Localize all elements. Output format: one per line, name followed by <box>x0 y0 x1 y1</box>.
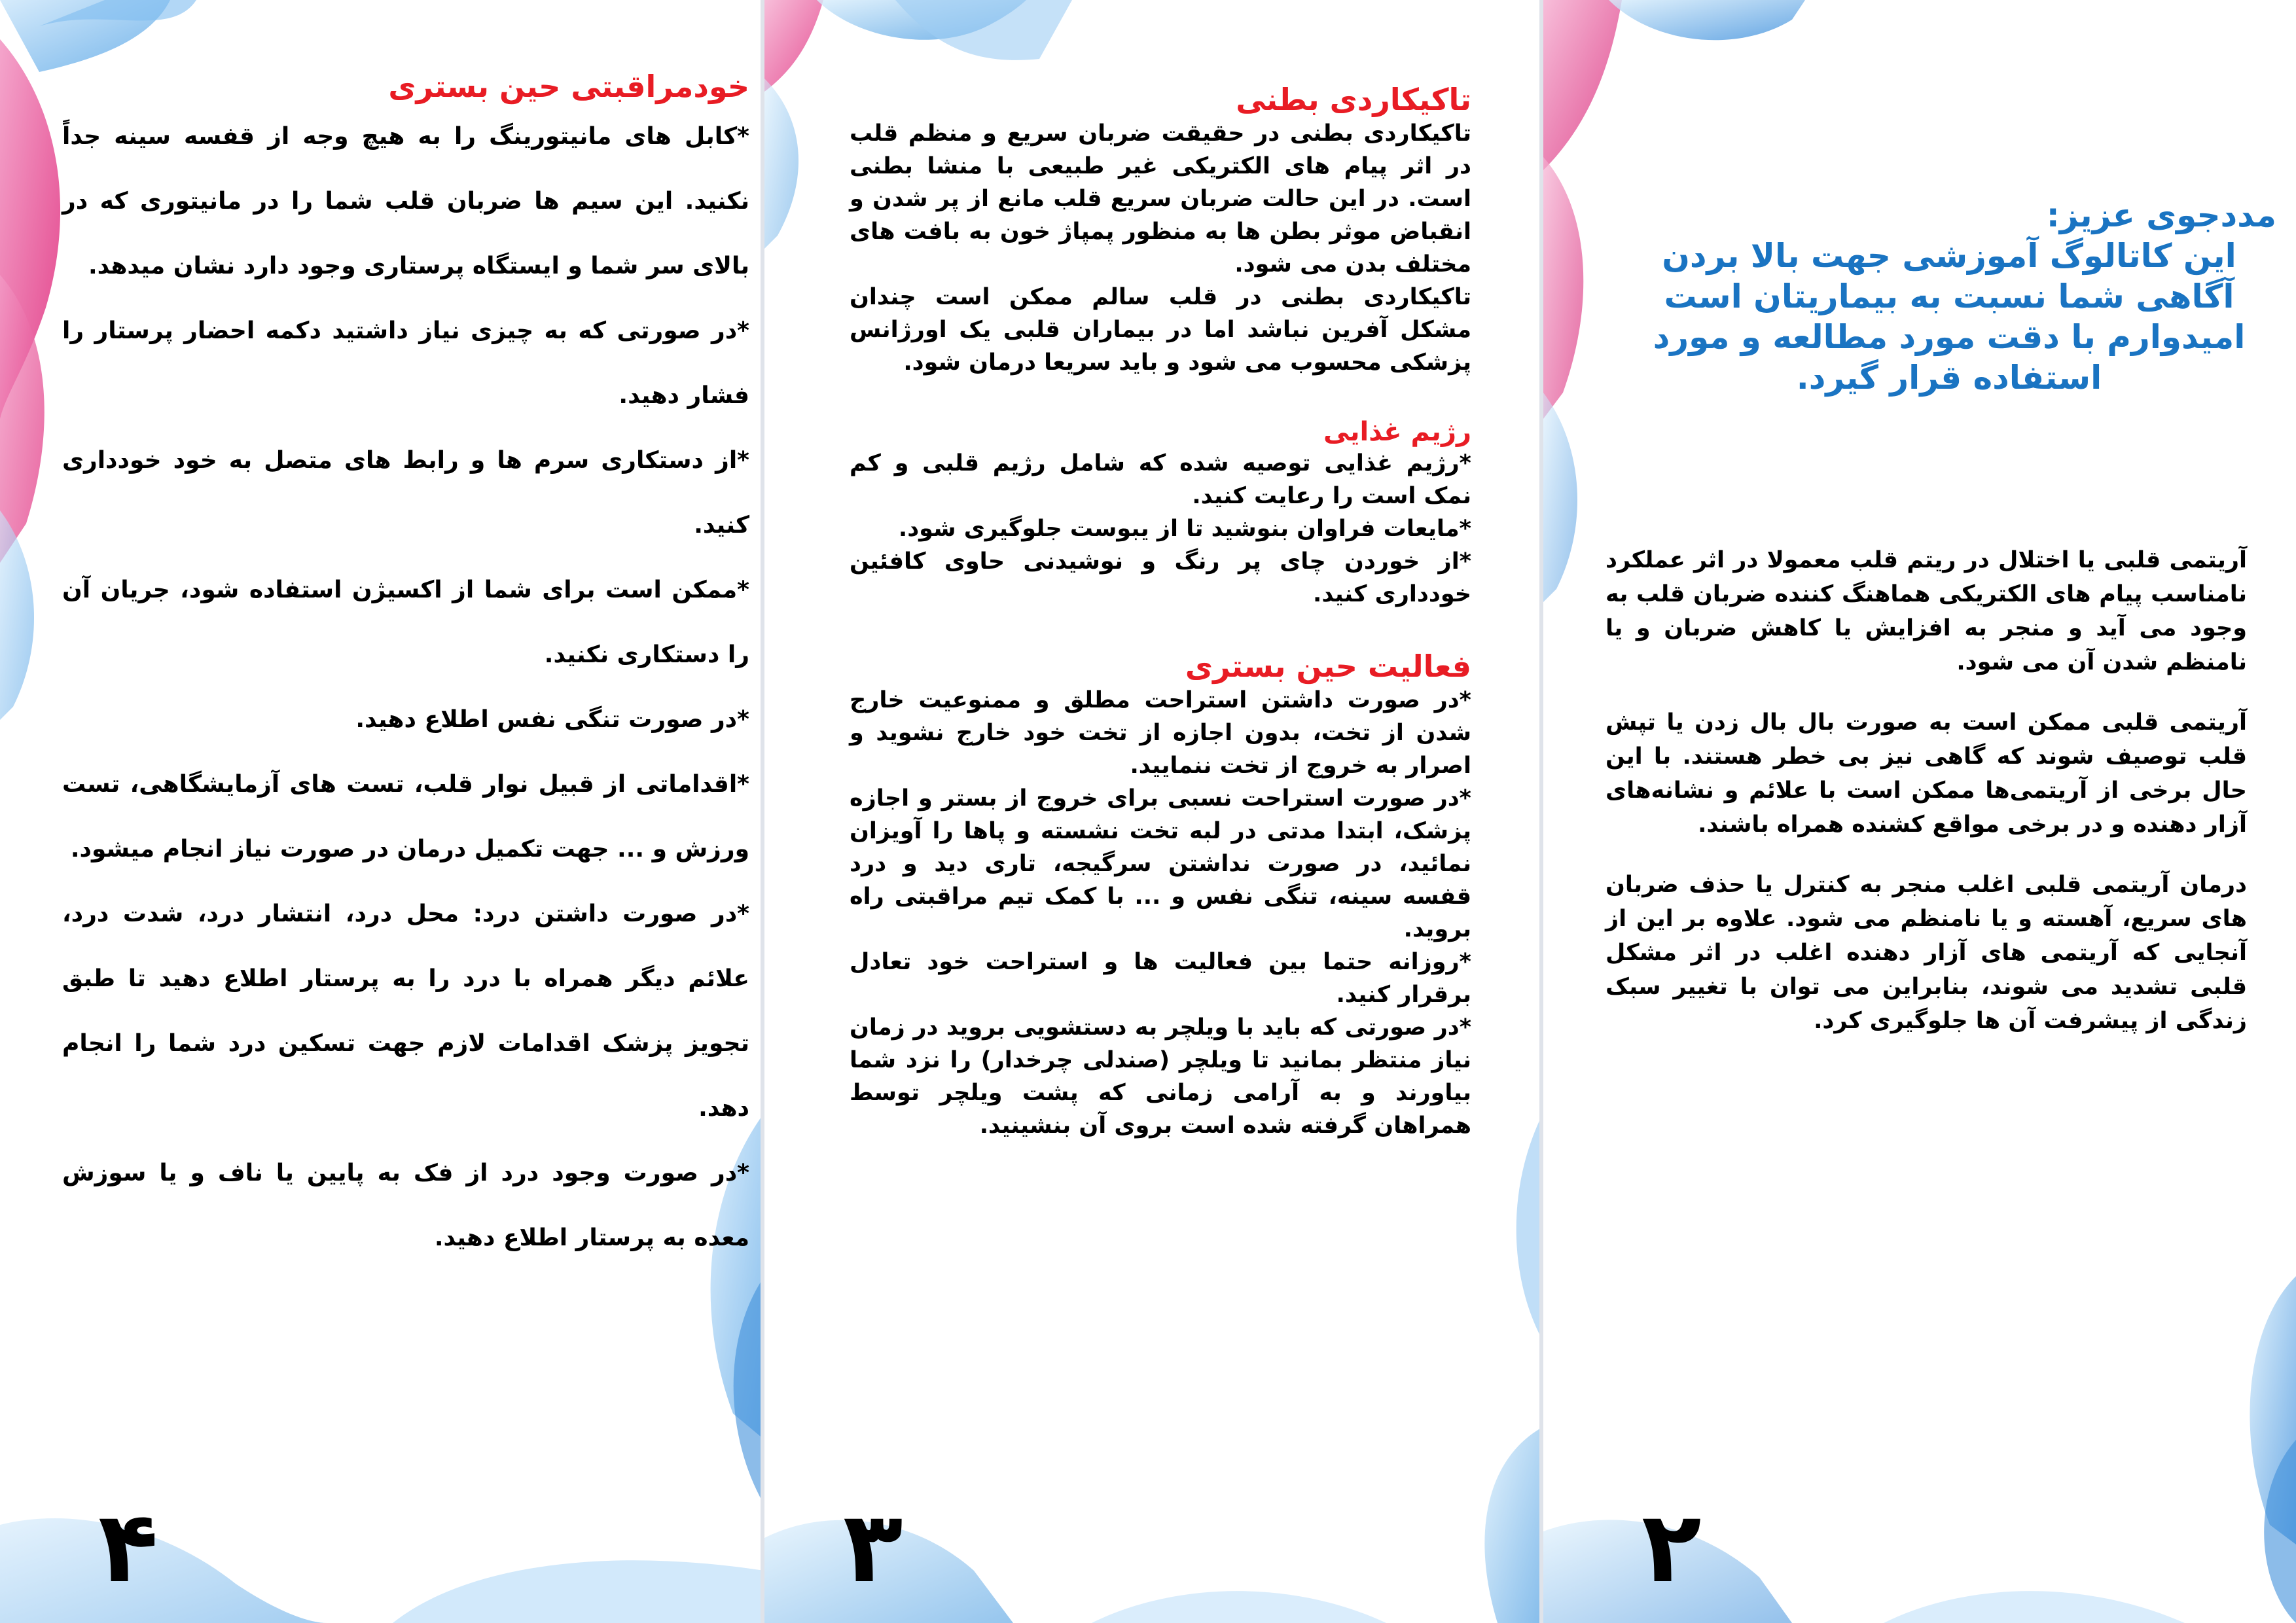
diet-item: *رژیم غذایی توصیه شده که شامل رژیم قلبی و کم نمک است را رعایت کنید. <box>850 450 1471 509</box>
activity-item: *در صورت داشتن استراحت مطلق و ممنوعیت خارج شدن از تخت، بدون اجازه از تخت خود خارج نشوید و اصرار به خروج از تخت ننمایید. <box>850 687 1471 779</box>
page-number: ۴ <box>98 1491 158 1605</box>
panel-4-content <box>62 69 749 1270</box>
page-number: ۳ <box>843 1491 903 1605</box>
self-care-item: *در صورت وجود درد از فک به پایین یا ناف و یا سوزش معده به پرستار اطلاع دهید. <box>62 1160 749 1251</box>
diet-item: *از خوردن چای پر رنگ و نوشیدنی حاوی کافئین خودداری کنید. <box>850 548 1471 607</box>
activity-item: *روزانه حتما بین فعالیت ها و استراحت خود تعادل برقرار کنید. <box>850 949 1471 1008</box>
vt-paragraph: تاکیکاردی بطنی در حقیقت ضربان سریع و منظم قلب در اثر پیام های الکتریکی غیر طبیعی با منشا بطنی است. در این حالت ضربان سریع قلب مانع از پر شدن و انقباض موثر بطن ها به منظور پمپاژ خون به بافت های مختلف بدن می شود. <box>850 120 1471 277</box>
self-care-item: *در صورت تنگی نفس اطلاع دهید. <box>355 706 749 733</box>
intro-title: مددجوی عزیز: <box>2046 196 2276 234</box>
activity-heading: فعالیت حین بستری <box>1185 649 1471 684</box>
self-care-item: *ممکن است برای شما از اکسیژن استفاده شود، جریان آن را دستکاری نکنید. <box>62 577 749 668</box>
diet-heading: رژیم غذایی <box>1323 417 1471 447</box>
page-number: ۲ <box>1641 1491 1702 1605</box>
activity-item: *در صورت استراحت نسبی برای خروج از بستر و اجازه پزشک، ابتدا مدتی در لبه تخت نشسته و پاها را آویزان نمائید، در صورت نداشتن سرگیجه، تاری دید و درد قفسه سینه، تنگی نفس و ... با کمک تیم مراقبتی راه بروید. <box>850 785 1471 942</box>
self-care-item: *از دستکاری سرم ها و رابط های متصل به خود خودداری کنید. <box>62 447 749 539</box>
vt-heading: تاکیکاردی بطنی <box>1236 82 1471 117</box>
self-care-item: *اقداماتی از قبیل نوار قلب، تست های آزمایشگاهی، تست ورزش و ... جهت تکمیل درمان در صورت نیاز انجام میشود. <box>62 771 749 863</box>
panel-3-content <box>850 82 1471 1142</box>
panel-page-3 <box>764 0 1543 1623</box>
panel-page-2 <box>1543 0 2296 1623</box>
diet-item: *مایعات فراوان بنوشید تا از یبوست جلوگیری شود. <box>898 516 1471 542</box>
panel-page-4 <box>0 0 764 1623</box>
self-care-item: *کابل های مانیتورینگ را به هیچ وجه از قفسه سینه جداً نکنید. این سیم ها ضربان قلب شما را در مانیتوری که در بالای سر شما و ایستگاه پرستاری وجود دارد نشان میدهد. <box>62 123 749 279</box>
arrhythmia-paragraph: درمان آریتمی قلبی اغلب منجر به کنترل یا حذف ضربان های سریع، آهسته و یا نامنظم می شود. علاوه بر این از آنجایی که آریتمی های آزار دهنده اغلب در اثر مشکل قلبی تشدید می شوند، بنابراین می توان با تغییر سبک زندگی از پیشرفت آن ها جلوگیری کرد. <box>1605 872 2247 1034</box>
panel-2-content <box>1605 543 2247 1038</box>
intro-block <box>1622 195 2276 398</box>
self-care-heading: خودمراقبتی حین بستری <box>388 69 749 104</box>
vt-paragraph: تاکیکاردی بطنی در قلب سالم ممکن است چندان مشکل آفرین نباشد اما در بیماران قلبی یک اورژانس پزشکی محسوب می شود و باید سریعا درمان شود. <box>850 284 1471 376</box>
self-care-item: *در صورتی که به چیزی نیاز داشتید دکمه احضار پرستار را فشار دهید. <box>62 317 749 409</box>
arrhythmia-paragraph: آریتمی قلبی ممکن است به صورت بال بال زدن یا تپش قلب توصیف شوند که گاهی نیز بی خطر هستند. با این حال برخی از آریتمی‌ها ممکن است با علائم و نشانه‌های آزار دهنده و در برخی مواقع کشنده همراه باشند. <box>1605 709 2247 838</box>
activity-item: *در صورتی که باید با ویلچر به دستشویی بروید در زمان نیاز منتظر بمانید تا ویلچر (صندلی چرخدار) را نزد شما بیاورند و به آرامی زمانی که پشت ویلچر توسط همراهان گرفته شده است بروی آن بنشینید. <box>850 1014 1471 1139</box>
arrhythmia-paragraph: آریتمی قلبی یا اختلال در ریتم قلب معمولا در اثر عملکرد نامناسب پیام های الکتریکی هماهنگ کننده ضربان قلب به وجود می آید و منجر به افزایش یا کاهش ضربان و یا نامنظم شدن آن می شود. <box>1605 547 2247 675</box>
self-care-item: *در صورت داشتن درد: محل درد، انتشار درد، شدت درد، علائم دیگر همراه با درد را به پرستار اطلاع دهید تا طبق تجویز پزشک اقدامات لازم جهت تسکین درد شما را انجام دهد. <box>62 901 749 1122</box>
intro-text: این کاتالوگ آموزشی جهت بالا بردن آگاهی شما نسبت به بیماریتان است امیدوارم با دقت مورد مطالعه و مورد استفاده قرار گیرد. <box>1653 237 2246 397</box>
